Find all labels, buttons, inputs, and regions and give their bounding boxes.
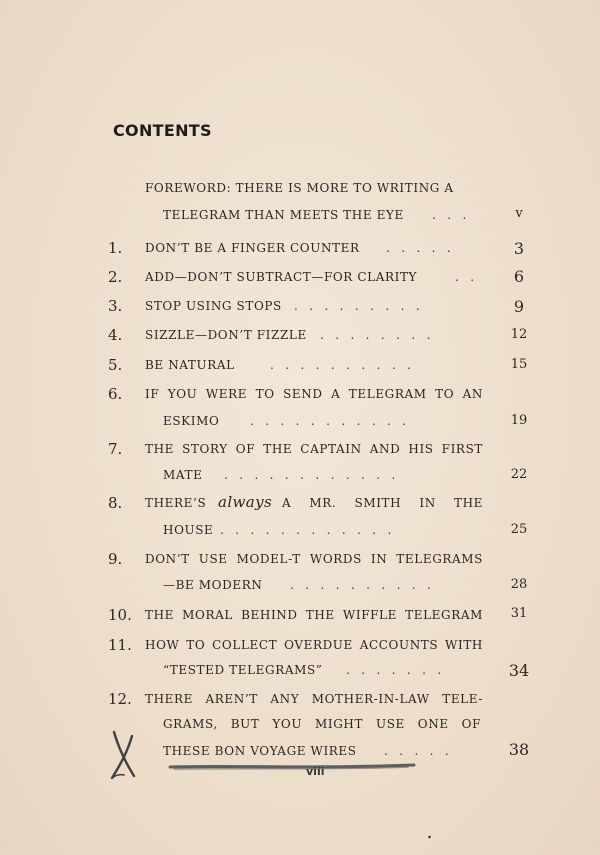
entry-8-number: 8. (108, 494, 123, 512)
entry-11-leader-dots: . . . . . . . (346, 663, 445, 677)
foreword-leader-dots: . . . (432, 208, 471, 222)
entry-5-title: BE NATURAL (145, 358, 235, 372)
entry-7-number: 7. (108, 440, 123, 458)
contents-heading: CONTENTS (113, 121, 212, 140)
entry-12-leader-dots: . . . . . (384, 744, 453, 758)
entry-6-leader-dots: . . . . . . . . . . . (250, 414, 410, 428)
entry-2-page-number: 6 (513, 267, 525, 286)
entry-2-leader-dots: . . (455, 270, 478, 284)
paper-speck (428, 835, 432, 838)
entry-4-leader-dots: . . . . . . . . (320, 328, 435, 342)
entry-9-page-number: 28 (510, 577, 528, 592)
entry-4-page-number: 12 (510, 327, 528, 342)
entry-7-title-line2: MATE (163, 468, 203, 482)
entry-12-title-line3: THESE BON VOYAGE WIRES (163, 744, 357, 758)
entry-12-number: 12. (108, 690, 132, 708)
entry-10-number: 10. (108, 606, 132, 624)
entry-6-page-number: 19 (510, 413, 528, 428)
entry-7-title-line1: THE STORY OF THE CAPTAIN AND HIS FIRST (145, 442, 483, 456)
foreword-page-number: v (515, 206, 523, 221)
entry-12-page-number: 38 (508, 740, 530, 759)
entry-6-title-line2: ESKIMO (163, 414, 220, 428)
entry-4-title: SIZZLE—DON’T FIZZLE (145, 328, 307, 342)
entry-1-title: DON’T BE A FINGER COUNTER (145, 241, 360, 255)
entry-8-title-part1: THERE’S (145, 496, 207, 510)
entry-4-number: 4. (108, 326, 123, 344)
entry-9-number: 9. (108, 550, 123, 568)
entry-12-title-line2: GRAMS, BUT YOU MIGHT USE ONE OF (163, 717, 481, 731)
entry-5-number: 5. (108, 356, 123, 374)
entry-12-title-line1: THERE AREN’T ANY MOTHER-IN-LAW TELE- (145, 692, 483, 706)
entry-8-title-part2: A MR. SMITH IN THE (282, 496, 483, 510)
entry-1-page-number: 3 (513, 239, 525, 258)
entry-8-page-number: 25 (510, 522, 528, 537)
entry-11-title-line2: “TESTED TELEGRAMS” (163, 663, 323, 677)
entry-3-leader-dots: . . . . . . . . . (294, 299, 424, 313)
entry-7-leader-dots: . . . . . . . . . . . . (224, 468, 400, 482)
entry-11-number: 11. (108, 636, 132, 654)
entry-7-page-number: 22 (510, 467, 528, 482)
foreword-title-line1: FOREWORD: THERE IS MORE TO WRITING A (145, 181, 454, 195)
entry-1-leader-dots: . . . . . (386, 241, 455, 255)
entry-6-title-line1: IF YOU WERE TO SEND A TELEGRAM TO AN (145, 387, 483, 401)
entry-11-page-number: 34 (508, 661, 530, 680)
page-folio: viii (306, 765, 325, 778)
entry-9-title-line2: —BE MODERN (163, 578, 263, 592)
entry-10-title: THE MORAL BEHIND THE WIFFLE TELEGRAM (145, 608, 483, 622)
entry-8-title-line2: HOUSE (163, 523, 214, 537)
entry-3-number: 3. (108, 297, 123, 315)
entry-6-number: 6. (108, 385, 123, 403)
entry-10-page-number: 31 (510, 606, 528, 621)
entry-1-number: 1. (108, 239, 123, 257)
entry-9-leader-dots: . . . . . . . . . . (290, 578, 435, 592)
entry-3-title: STOP USING STOPS (145, 299, 282, 313)
entry-8-leader-dots: . . . . . . . . . . . . (220, 523, 396, 537)
foreword-title-line2: TELEGRAM THAN MEETS THE EYE (163, 208, 404, 222)
pencil-x-mark (104, 728, 144, 783)
entry-3-page-number: 9 (513, 297, 525, 316)
entry-5-leader-dots: . . . . . . . . . . (270, 358, 415, 372)
entry-9-title-line1: DON’T USE MODEL-T WORDS IN TELEGRAMS (145, 552, 483, 566)
pencil-underline-mark (168, 760, 418, 774)
entry-5-page-number: 15 (510, 357, 528, 372)
entry-2-title: ADD—DON’T SUBTRACT—FOR CLARITY (145, 270, 418, 284)
entry-8-title-italic: always (218, 493, 273, 511)
entry-2-number: 2. (108, 268, 123, 286)
entry-11-title-line1: HOW TO COLLECT OVERDUE ACCOUNTS WITH (145, 638, 483, 652)
